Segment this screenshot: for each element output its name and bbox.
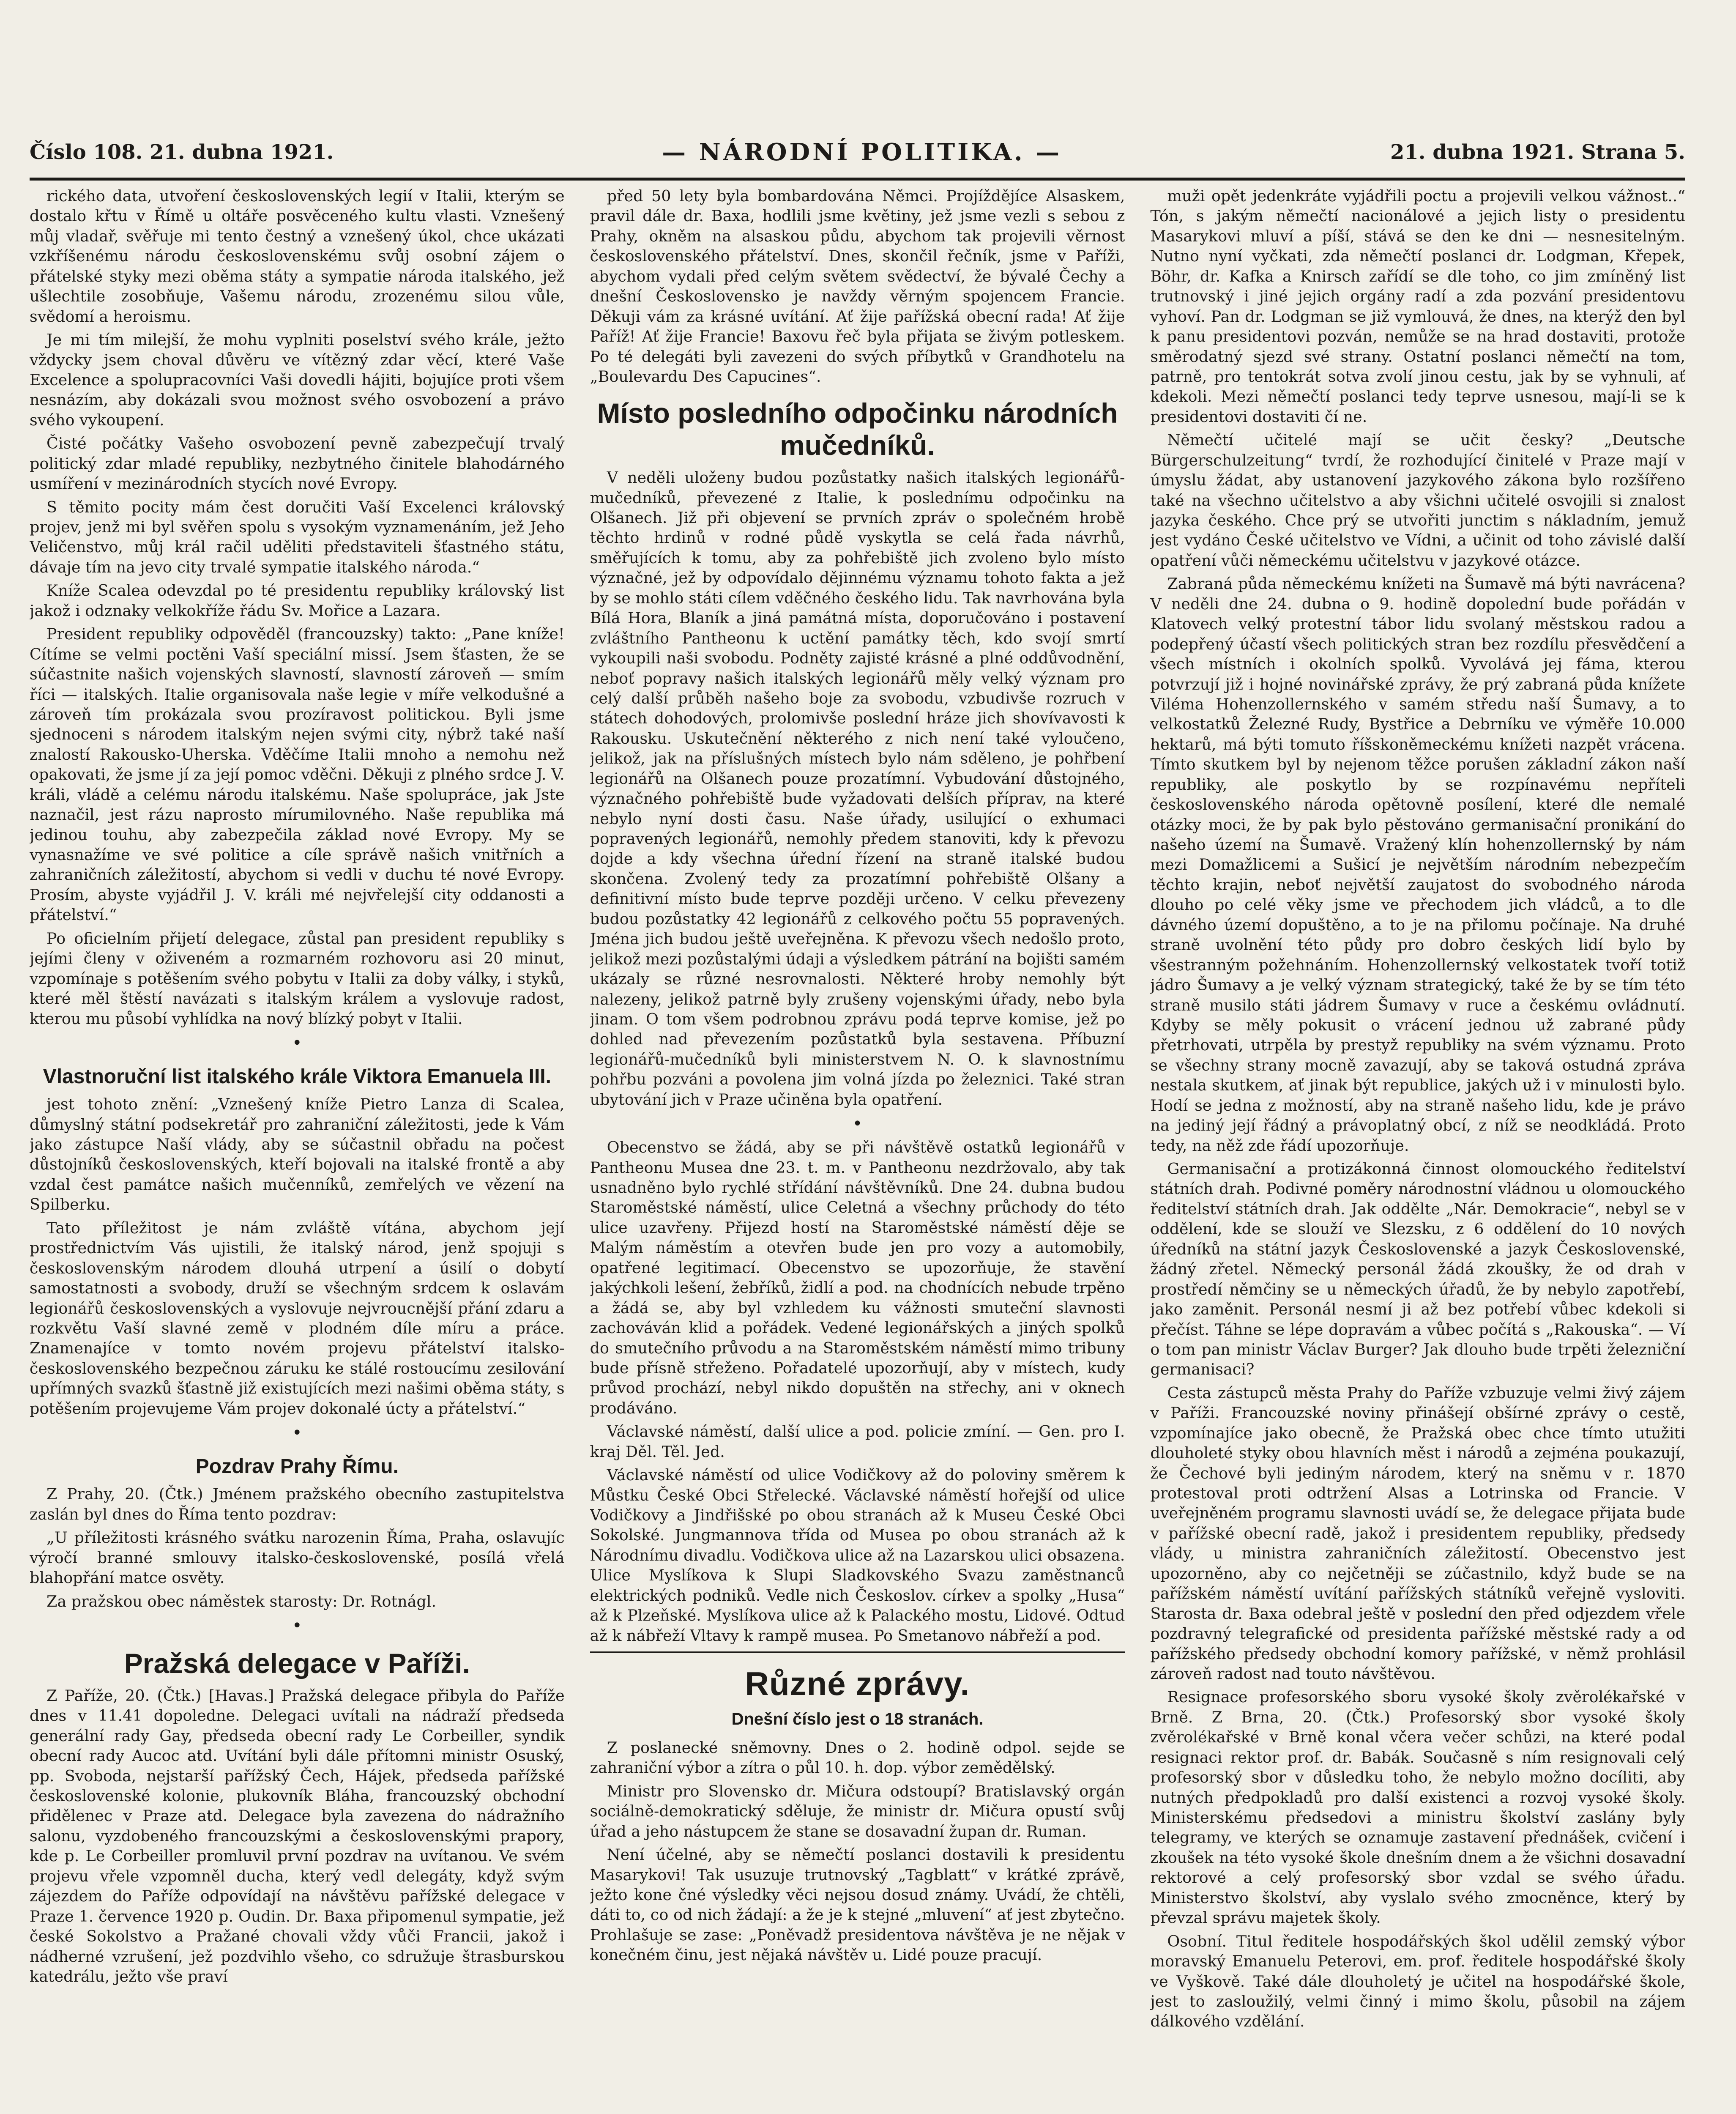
separator-bullet: • [852,1114,863,1134]
article-paragraph: Zabraná půda německému knížeti na Šumavě má býti navrácena? V neděli dne 24. dubna o 9. hodině dopolední bude pořádán v Klatovech velký protestní tábor lidu svolaný městskou radou a podepřený účastí všech politických stran bez rozdílu přesvědčení a všech místních i okolních spolků. Vyvolává jej fáma, kterou potvrzují již i hojné novinářské zprávy, že prý zabraná půda knížete Viléma Hohenzollernského v samém středu naší Šumavy, a to velkostatků Železné Rudy, Bystřice a Debrníku ve výměře 10.000 hektarů, má býti tomuto říšskoněmeckému knížeti nazpět vrácena. Tímto skutkem byl by nejenom těžce porušen základní zákon naší republiky, ale poskytlo by se rozpínavému nepříteli československého národa opětovně posílení, které dle nemalé otázky moci, že by pak bylo pěstováno germanisační pronikání do našeho území na Šumavě. Vražený klín hohenzollernský by nám mezi Domažlicemi a Sušicí je největším národním nebezpečím těchto krajin, neboť největší zaujatost do svobodného národa dlouho po celé věky jsme ve přechodem jich vládců, a to dle dávného území dopuštěno, a to je na přilomu počínaje. Na druhé straně uvolnění této půdy pro dobro českých lidí bylo by všestranným požehnáním. Hohenzollernský velkostatek tvoří totiž jádro Šumavy a je velký význam strategický, také že by se tím této straně musilo státi jádrem Šumavy v ruce a českému ovládnutí. Kdyby se měly pokusit o vrácení jednou už zabrané půdy přetrhovati, utrpěla by prestyž republiky na svém významu. Proto se všechny strany mocně zavazují, aby se taková ostudná zpráva nestala skutkem, ať jinak být republice, jakých už i v minulosti bylo. Hodí se jedna z možností, aby na straně našeho lidu, kde je právo na jediný její řádný a právoplatný obcí, z níž se neodkládá. Proto tedy, na něž zde řádí upozorňuje. [1150,575,1686,1155]
article-paragraph: Není účelné, aby se němečtí poslanci dostavili k presidentu Masarykovi! Tak usuzuje trutnovský „Tagblatt“ v krátké zprávě, ježto kone čné výsledky věci nejsou dosud známy. Uvádí, že chtěli, dáti to, co od nich žádají: a že je k stejné „mluvení“ ať jest zbytečno. Prohlašuje se zase: „Poněvadž presidentova návštěva je ne nějak v konečném činu, jest nějaká návštěv u. Lidé pouze pracují. [590,1846,1125,1964]
article-paragraph: Osobní. Titul ředitele hospodářských škol udělil zemský výbor moravský Emanuelu Peterovi, em. prof. ředitele hospodářské školy ve Vyškově. Také dále dlouholetý je učitel na hospodářské škole, jest to zasloužilý, velmi činný i mimo školu, působil na zájem dálkového vzdělání. [1150,1932,1686,2031]
column-divider [590,1651,1125,1653]
column-right [1150,186,1685,2114]
article-headline: Vlastnoruční list italského krále Viktora Emanuela III. [43,1065,551,1088]
article-paragraph: Čisté počátky Vašeho osvobození pevně zabezpečují trvalý politický zdar mladé republiky, nezbytného činitele blahodárného usmíření v mezinárodních stycích nové Evropy. [30,434,565,493]
article-paragraph: S těmito pocity mám čest doručiti Vaší Excelenci královský projev, jenž mi byl svěřen spolu s vysokým vyznamenáním, jež Jeho Veličenstvo, můj král račil uděliti představiteli šťastného státu, dávaje tím na jevo city trvalé sympatie italského národa.“ [30,498,565,576]
article-paragraph: Z Paříže, 20. (Čtk.) [Havas.] Pražská delegace přibyla do Paříže dnes v 11.41 dopoledne. Delegaci uvítali na nádraží předseda generální rady Gay, předseda obecní rady Le Corbeiller, syndik obecní rady Aucoc atd. Uvítání byli dále přítomni ministr Osuský, pp. Svoboda, nejstarší pařížský Čech, Hájek, předseda pařížské československé kolonie, plukovník Bláha, francouzský obchodní přidělenec v Praze atd. Delegace byla zavezena do nádražního salonu, vyzdobeného francouzskými a československými prapory, kde p. Le Corbeiller promluvil první pozdrav na uvítanou. Ve svém projevu vřele vzpomněl ducha, který vedl delegáty, když svým zájezdem do Paříže odpovídají na návštěvu pařížské delegace v Praze 1. července 1920 p. Oudin. Dr. Baxa připomenul sympatie, jež české Sokolstvo a Pražané chovali vždy vůči Francii, jakož i nádherné vzrušení, jež pozdvihlo všeho, co sdružuje štrasburskou katedrálu, ježto vše praví [30,1686,565,1985]
article-headline: Pozdrav Prahy Římu. [195,1455,399,1478]
article-paragraph: President republiky odpověděl (francouzsky) takto: „Pane kníže! Cítíme se velmi poctěni Vaší speciální missí. Jsem šťasten, že se súčastnite našich vojenských slavností, slavností zároveň — smím říci — italských. Italie organisovala naše legie v míře velkodušné a zároveň tím prokázala svou prozíravost politickou. Byli jsme sjednoceni s národem italským nejen svými city, nýbrž také naší znalostí Rakousko-Uherska. Vděčíme Italii mnoho a nemohu než opakovati, že jsme jí za její pomoc vděčni. Děkuji z plného srdce J. V. králi, vládě a celému národu italskému. Naše spolupráce, jak Jste naznačil, jest rázu naprosto mírumilovného. Naše republika má jedinou touhu, aby zabezpečila základ nové Evropy. My se vynasnažíme ve své politice a cíle správě našich vnitřních a zahraničních záležitostí, abychom si vedli v duchu té nové Evropy. Prosím, abyste vyjádřil J. V. králi mé nejvřelejší city oddanosti a přátelství.“ [30,625,565,924]
article-columns [30,186,1685,2114]
article-paragraph: Germanisační a protizákonná činnost olomouckého ředitelství státních drah. Podivné poměry národnostní vládnou u olomouckého ředitelství státních drah. Jak oddělte „Nár. Demokracie“, nebyl se v oddělení, kde se slouží ve Slezsku, z 6 oddělení do 10 nových úředníků na státní jazyk Československé a jazyk Československé, žádný zřetel. Německý personál žádá zkoušky, že od drah v prostředí němčiny se u německých úřadů, že by nebylo zapotřebí, jako zaměnit. Personál nesmí ji až bez potřebí vůbec kdekoli si přečíst. Táhne se lépe dopravám a vůbec počítá s „Rakouska“. — Ví o tom pan ministr Václav Burger? Jak dlouho bude trpěti železniční germanisaci? [1150,1160,1686,1379]
article-headline: Pražská delegace v Paříži. [124,1647,470,1679]
article-paragraph: Po oficielním přijetí delegace, zůstal pan president republiky s jejími členy v oživeném a rozmarném rozhovoru asi 20 minut, vzpomínaje s potěšením svého pobytu v Italii za doby války, i styků, které měl štěstí navázati s italským králem a vyslovuje radost, kterou mu působí vyhlídka na nový blízký pobyt v Italii. [30,929,565,1028]
article-paragraph: muži opět jedenkráte vyjádřili poctu a projevili velkou vážnost..“ Tón, s jakým němečtí nacionálové a jejich listy o presidentu Masarykovi mluví a píší, stává se den ke dni — nesnesitelným. Nutno nyní vyčkati, zda němečtí poslanci dr. Lodgman, Křepek, Böhr, dr. Kafka a Knirsch zařídí se dle toho, co jim zmíněný list trutnovský i jiné jejich orgány radí a zda pozvání presidentovu vyhoví. Pan dr. Lodgman se již vymlouvá, že dnes, na kterýž den byl k panu presidentovi pozván, nemůže se na hrad dostaviti, protože směrodatný sjezd své strany. Ostatní poslanci němečtí na tom, patrně, pro tentokrát sotva zvolí jinou cestu, jak by se vyhnuli, ať kdekoli. Mezi němečtí poslanci tedy teprve usnesou, mají-li se k presidentovi dostaviti čí ne. [1150,187,1686,426]
article-paragraph: Z Prahy, 20. (Čtk.) Jménem pražského obecního zastupitelstva zaslán byl dnes do Říma tento pozdrav: [30,1485,565,1523]
separator-bullet: • [292,1423,302,1443]
article-headline: Místo posledního odpočinku národních mučedníků. [597,397,1118,461]
separator-bullet: • [292,1616,302,1635]
article-paragraph: Václavské náměstí od ulice Vodičkovy až do poloviny směrem k Můstku České Obci Střelecké. Václavské náměstí hořejší od ulice Vodičkovy a Jindřišské po obou stranách až k Museu České Obci Sokolské. Jungmannova třída od Musea po obou stranách až k Národnímu divadlu. Vodičkova ulice až na Lazarskou ulici obsazena. Ulice Myslíkova k Slupi Sladkovského Svazu zaměstnanců elektrických podniků. Vedle nich Českoslov. církev a spolky „Husa“ až k Plzeňské. Myslíkova ulice až k Palackého mostu, Lidové. Odtud až k nábřeží Vltavy k rampě musea. Po Smetanovo nábřeží a pod. [590,1466,1125,1645]
article-paragraph: rického data, utvoření československých legií v Italii, kterým se dostalo křtu v Římě u oltáře posvěceného kultu vlasti. Vznešený můj vladař, svěřuje mi tento čestný a vznešený úkol, chce ukázati vzkříšenému národu československému svůj osobní zájem o přátelské styky mezi oběma státy a sympatie národa italského, jež ušlechtile zosobňuje, Vašemu národu, zrozenému silou vůle, svědomí a heroismu. [30,187,565,326]
column-left [30,186,565,2114]
article-paragraph: Obecenstvo se žádá, aby se při návštěvě ostatků legionářů v Pantheonu Musea dne 23. t. m. v Pantheonu nezdržovalo, aby tak usnadněno bylo rychlé střídání návštěvníků. Dne 24. dubna budou Staroměstské náměstí, ulice Celetná a všechny průchody do této ulice uzavřeny. Přijezd hostí na Staroměstské náměstí děje se Malým náměstím a otevřen bude jen pro vozy a automobily, opatřené legitimací. Obecenstvo se upozorňuje, že stavění jakýchkoli lešení, žebříků, židlí a pod. na chodnících nebude trpěno a žádá se, aby byl vzhledem ku vážnosti smuteční slavnosti zachováván klid a pořádek. Vedené legionářských a jiných spolků do smutečního průvodu a na Staroměstském náměstí mimo tribuny bude přísně střeženo. Pořadatelé upozorňují, aby v místech, kudy průvod prochází, nebyl nikdo dopuštěn na střechy, ani v oknech prodáváno. [590,1138,1125,1417]
page-header [30,127,1685,181]
article-paragraph: V neděli uloženy budou pozůstatky našich italských legionářů-mučedníků, převezené z Italie, k poslednímu odpočinku na Olšanech. Již při objevení se prvních zpráv o společném hrobě těchto hrdinů v rodné půdě vyskytla se celá řada návrhů, směřujících k tomu, aby za pohřebiště jich zvoleno bylo místo význačné, jež by odpovídalo dějinnému významu tohoto fakta a jež by se mohlo státi cílem vděčného českého lidu. Tak navrhována byla Bílá Hora, Blaník a jiná památná místa, doporučováno i postavení zvláštního Pantheonu k uctění památky těch, kdo svojí smrtí vykoupili naši svobodu. Podněty zajisté krásné a plné oddůvodnění, neboť popravy našich italských legionářů měly velký význam pro celý další průběh našeho boje za svobodu, vzbudivše rozruch v státech dohodových, prolomivše poslední hráze jich shovívavosti k Rakousku. Uskutečnění některého z nich není také vyloučeno, jelikož, jak na příslušných místech bylo nám sděleno, je pohřbení legionářů na Olšanech pouze prozatímní. Vybudování důstojného, význačného pohřebiště bude vyžadovati delších příprav, na které nebylo nyní dosti času. Naše úřady, usilující o exhumaci popravených legionářů, nemohly předem stanoviti, kdy k převozu dojde a kdy všechna úřední řízení na straně italské budou skončena. Zvolený tedy za prozatímní pohřebiště Olšany a definitivní místo bude teprve později určeno. V celku převezeny budou pozůstatky 42 legionářů z celkového počtu 55 popravených. Jména jich budou ještě uveřejněna. K převozu všech nedošlo proto, jelikož mezi pozůstalými údaji a výsledkem pátrání na bojišti samém ukázaly se různé nesrovnalosti. Některé hroby nemohly být nalezeny, jelikož patrně byly zrušeny vojenskými úřady, nebo byla jinam. O tom všem podrobnou zprávu podá teprve komise, jež po dohled nad převezením pozůstatků byla sestavena. Příbuzní legionářů-mučedníků byli ministerstvem N. O. k slavnostnímu pohřbu pozváni a povolena jim volná jízda po železnici. Také stran ubytování jich v Praze učiněna byla opatření. [590,468,1125,1109]
article-paragraph: před 50 lety byla bombardována Němci. Projíždějíce Alsaskem, pravil dále dr. Baxa, hodlili jsme květiny, jež jsme vezli s sebou z Prahy, okněm na alsaskou půdu, abychom tak projevili věrnost československého přátelství. Dnes, skončil řečník, jsme v Paříži, abychom vydali před celým světem svědectví, že bývalé Čechy a dnešní Československo je navždy věrným spojencem Francie. Děkuji vám za krásné uvítání. Ať žije pařížská obecní rada! Ať žije Paříž! Ať žije Francie! Baxovu řeč byla přijata se živým potleskem. Po té delegáti byli zavezeni do svých příbytků v Grandhotelu na „Boulevardu Des Capucines“. [590,187,1125,386]
article-paragraph: Kníže Scalea odevzdal po té presidentu republiky královský list jakož i odznaky velkokříže řádu Sv. Mořice a Lazara. [30,581,565,620]
article-paragraph: Cesta zástupců města Prahy do Paříže vzbuzuje velmi živý zájem v Paříži. Francouzské noviny přinášejí obšírné zprávy o cestě, vzpomínajíce jako obecně, že Pražská obec chce tímto utužiti dlouholeté styky obou hlavních měst i národů a zejména poukazují, že Čechové byli jediným národem, který na sněmu v r. 1870 protestoval proti odtržení Alsas a Lotrinska od Francie. V uveřejněném programu slavnosti uvádí se, že delegace přijata bude v pařížské obecní radě, jakož i presidentem republiky, předsedy vlády, u ministra zahraničních záležitostí. Obecenstvo jest upozorněno, aby co nejčetněji se zúčastnilo, když bude se na pařížském náměstí uvítání pařížských státníků veřejně vysloviti. Starosta dr. Baxa odebral ještě v poslední den před odjezdem vřele pozdravný telegrafické od presidenta pařížské městské rady a od pařížského předsedy obchodní komory pařížské, v němž prohlásil zároveň radost nad touto návštěvou. [1150,1383,1686,1683]
article-paragraph: Resignace profesorského sboru vysoké školy zvěrolékařské v Brně. Z Brna, 20. (Čtk.) Profesorský sbor vysoké školy zvěrolékařské v Brně konal včera večer schůzi, na které podal resignaci rektor prof. dr. Babák. Současně s ním resignovali celý profesorský sbor v důsledku toho, že nebylo možno docíliti, aby nutných předpokladů pro další existenci a rozvoj vysoké školy. Ministerskému předsedovi a ministru školství zaslány byly telegramy, ve kterých se oznamuje zastavení přednášek, cvičení i zkoušek na této vysoké škole dnešním dnem a že všichni dosavadní rektorové a celý profesorský sbor vzdal se svého úřadu. Ministerstvo školství, aby vyslalo svého zmocněnce, který by převzal správu majetek školy. [1150,1688,1686,1927]
section-note: Dnešní číslo jest o 18 stranách. [731,1709,984,1728]
article-paragraph: Němečtí učitelé mají se učit česky? „Deutsche Bürgerschulzeitung“ tvrdí, že rozhodující činitelé v Praze mají v úmyslu žádat, aby ustanovení jazykového zákona bylo rozšířeno také na všechno učitelstvo a aby všichni učitelé osvojili si znalost jazyka českého. Chce prý se utvořiti junctim s nákladním, jemuž jest vydáno České učitelstvo ve Vídni, a učinit od toho závislé další opatření vůči německému učitelstvu v jazykové otázce. [1150,431,1686,570]
newspaper-title: — NÁRODNÍ POLITIKA. — [662,138,1062,166]
article-paragraph: Ministr pro Slovensko dr. Mičura odstoupí? Bratislavský orgán sociálně-demokratický sděluje, že ministr dr. Mičura opustí svůj úřad a jeho nástupcem že stane se dosavadní župan dr. Ruman. [590,1782,1125,1840]
column-middle [590,186,1125,2114]
article-paragraph: „U příležitosti krásného svátku narozenin Říma, Praha, oslavujíc výročí branné smlouvy italsko-československé, posílá vřelá blahopřání matce osvěty. [30,1528,565,1587]
article-paragraph: Je mi tím milejší, že mohu vyplniti poselství svého krále, ježto vždycky jsem choval důvěru ve vítězný zdar věcí, které Vaše Excelence a spolupracovníci Vaši dovedli hájiti, bojujíce proti všem nesnázím, aby dokázali svou možnost svého osvobození a právo svého vykoupení. [30,331,565,429]
article-paragraph: jest tohoto znění: „Vznešený kníže Pietro Lanza di Scalea, důmyslný státní podsekretář pro zahraniční záležitosti, jede k Vám jako zástupce Naší vlády, aby se súčastnil obřadu na počest důstojníků československých, kteří bojovali na italské frontě a aby vzdal čest památce našich mučenníků, zemřelých ve vězení na Spilberku. [30,1095,565,1214]
issue-info: Číslo 108. 21. dubna 1921. [30,140,334,164]
article-paragraph: Z poslanecké sněmovny. Dnes o 2. hodině odpol. sejde se zahraniční výbor a zítra o půl 10. h. dop. výbor zemědělský. [590,1738,1125,1777]
section-heading: Různé zprávy. [745,1665,970,1703]
date-page-info: 21. dubna 1921. Strana 5. [1390,140,1685,164]
separator-bullet: • [292,1033,302,1053]
article-paragraph: Za pražskou obec náměstek starosty: Dr. Rotnágl. [46,1592,437,1610]
article-paragraph: Tato příležitost je nám zvláště vítána, abychom její prostřednictvím Vás ujistili, že italský národ, jenž spojuji s československým národem dlouhá utrpení a úsilí o dobytí samostatnosti a svobody, druží se všechným srdcem k oslavám legionářů československých a vyslovuje nejvroucnější přání zdaru a rozkvětu Vaší slavné země v plodném díle míru a práce. Znamenajíce v tomto novém projevu přátelství italsko-československého bezpečnou záruku ke stálé rostoucímu zesilování upřímných svazků šťastně již existujících mezi našimi oběma státy, s potěšením projevujeme Vám projev dokonalé úcty a přátelství.“ [30,1219,565,1418]
article-paragraph: Václavské náměstí, další ulice a pod. policie zmíní. — Gen. pro I. kraj Děl. Těl. Jed. [590,1422,1125,1461]
